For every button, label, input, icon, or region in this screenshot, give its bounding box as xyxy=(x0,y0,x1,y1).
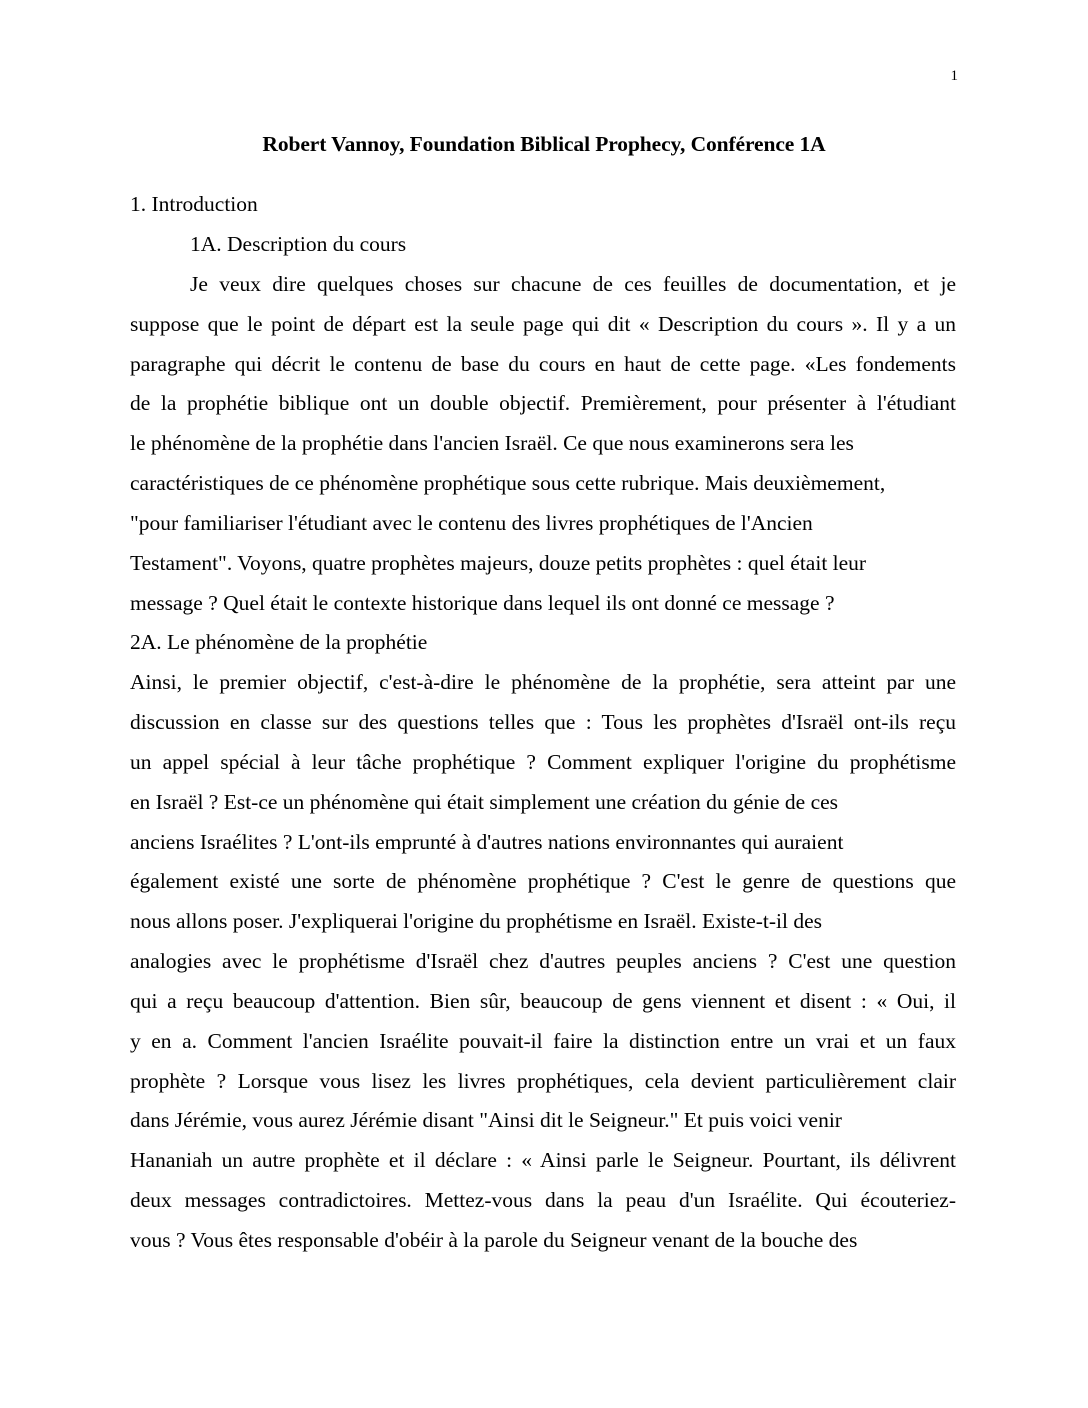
section-heading-introduction: 1. Introduction xyxy=(130,192,258,216)
paragraph-line: y en a. Comment l'ancien Israélite pouvait-il faire la distinction entre un vrai et un faux xyxy=(130,1029,956,1053)
page-number: 1 xyxy=(950,68,958,84)
paragraph-line: Hananiah un autre prophète et il déclare : « Ainsi parle le Seigneur. Pourtant, ils délivrent xyxy=(130,1148,956,1172)
paragraph-line: nous allons poser. J'expliquerai l'origine du prophétisme en Israël. Existe-t-il des xyxy=(130,909,823,933)
paragraph-line: discussion en classe sur des questions telles que : Tous les prophètes d'Israël ont-ils reçu xyxy=(130,710,956,734)
paragraph-line: paragraphe qui décrit le contenu de base du cours en haut de cette page. «Les fondements xyxy=(130,352,956,376)
paragraph-line: en Israël ? Est-ce un phénomène qui était simplement une création du génie de ces xyxy=(130,790,839,814)
subsection-heading-phenomenon: 2A. Le phénomène de la prophétie xyxy=(130,630,428,654)
paragraph-line: prophète ? Lorsque vous lisez les livres prophétiques, cela devient particulièrement clair xyxy=(130,1069,956,1093)
paragraph-line: "pour familiariser l'étudiant avec le contenu des livres prophétiques de l'Ancien xyxy=(130,511,813,535)
paragraph-line: anciens Israélites ? L'ont-ils emprunté à d'autres nations environnantes qui auraient xyxy=(130,830,844,854)
paragraph-line: Je veux dire quelques choses sur chacune de ces feuilles de documentation, et je xyxy=(190,272,956,296)
paragraph-line: vous ? Vous êtes responsable d'obéir à la parole du Seigneur venant de la bouche des xyxy=(130,1228,858,1252)
paragraph-line: Ainsi, le premier objectif, c'est-à-dire le phénomène de la prophétie, sera atteint par une xyxy=(130,670,956,694)
paragraph-line: qui a reçu beaucoup d'attention. Bien sûr, beaucoup de gens viennent et disent : « Oui, il xyxy=(130,989,956,1013)
paragraph-line: le phénomène de la prophétie dans l'ancien Israël. Ce que nous examinerons sera les xyxy=(130,431,854,455)
paragraph-line: message ? Quel était le contexte historique dans lequel ils ont donné ce message ? xyxy=(130,591,835,615)
paragraph-line: caractéristiques de ce phénomène prophétique sous cette rubrique. Mais deuxièmement, xyxy=(130,471,886,495)
paragraph-line: Testament". Voyons, quatre prophètes majeurs, douze petits prophètes : quel était leur xyxy=(130,551,867,575)
paragraph-line: analogies avec le prophétisme d'Israël chez d'autres peuples anciens ? C'est une question xyxy=(130,949,956,973)
paragraph-line: suppose que le point de départ est la seule page qui dit « Description du cours ». Il y a un xyxy=(130,312,956,336)
paragraph-line: deux messages contradictoires. Mettez-vous dans la peau d'un Israélite. Qui écouteriez- xyxy=(130,1188,956,1212)
paragraph-line: de la prophétie biblique ont un double objectif. Premièrement, pour présenter à l'étudiant xyxy=(130,391,956,415)
subsection-heading-description: 1A. Description du cours xyxy=(190,232,407,256)
paragraph-line: également existé une sorte de phénomène prophétique ? C'est le genre de questions que xyxy=(130,869,956,893)
paragraph-line: un appel spécial à leur tâche prophétique ? Comment expliquer l'origine du prophétisme xyxy=(130,750,956,774)
paragraph-line: dans Jérémie, vous aurez Jérémie disant "Ainsi dit le Seigneur." Et puis voici venir xyxy=(130,1108,842,1132)
document-title: Robert Vannoy, Foundation Biblical Prophecy, Conférence 1A xyxy=(262,132,826,156)
